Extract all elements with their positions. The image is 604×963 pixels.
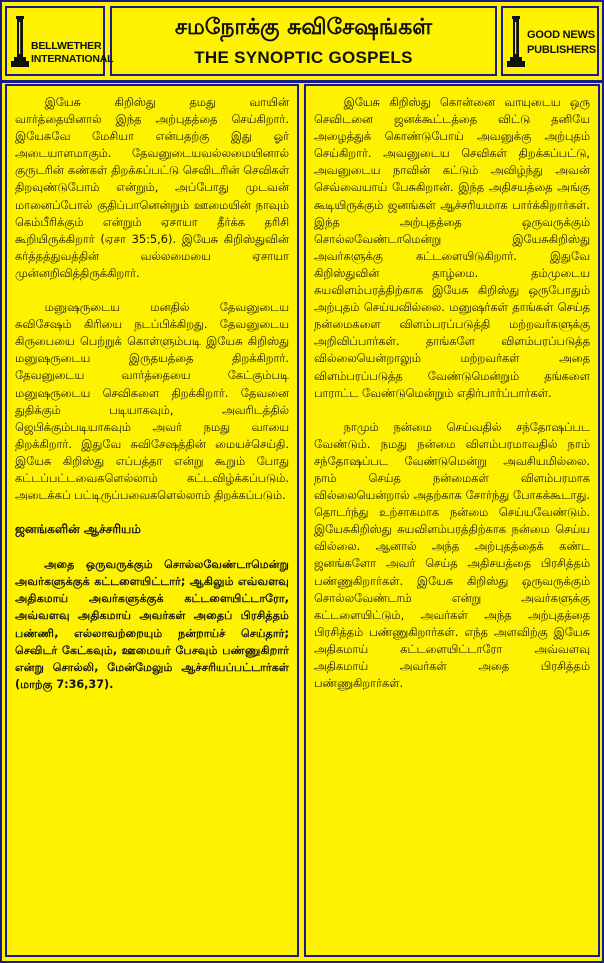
- right-column: [304, 84, 600, 957]
- pillar-icon: [507, 16, 525, 68]
- bellwether-logo: [5, 6, 114, 76]
- left-paragraph-2: மனுஷருடைய மனதில் தேவனுடைய சுவிசேஷம் கிரியை நடப்பிக்கிறது. தேவனுடைய கிருபையை பெற்றுக் கொள்ளும்படி இயேசு கிறிஸ்து மனுஷருடைய இருதயத்தை திறக்கிறார். தேவனுடைய வார்த்தையை கேட்கும்படி மனுஷருடைய செவிகளை திறக்கிறார். தேவனை துதிக்கும் படியாகவும், அவரிடத்தில் ஜெபிக்கும்படியாகவும் அவர் நமது வாயை திறக்கிறார். இதுவே சுவிசேஷத்தின் மையச்செய்தி. இயேசு கிறிஸ்து எப்பத்தா என்று கூறும் போது கட்டப்பட்டவைகளெல்லாம் கட்டவிழ்க்கப்படும். அடைக்கப் பட்டிருப்பவைகளெல்லாம் திறக்கப்படும்.: [15, 300, 289, 503]
- pillar-icon: [11, 16, 29, 68]
- right-paragraph-2: நாமும் நன்மை செய்வதில் சந்தோஷப்பட வேண்டும். நமது நன்மை விளம்பரமாவதில் நாம் சந்தோஷப்பட வேண்டுமென்று அவசியமில்லை. நாம் செய்த நன்மைகள் விளம்பரமாக வில்லையென்றால் அதற்காக சோர்ந்து போகக்கூடாது. தொடர்ந்து உற்சாகமாக நன்மை செய்யவேண்டும். இயேசுகிறிஸ்து சுயவிளம்பரத்திற்காக நன்மை செய்ய வில்லை. ஆனால் அந்த அற்புதத்தைக் கண்ட ஜனங்களோ அவர் செய்த அதிசயத்தை பிரசித்தம் பண்ணுகிறார்கள். இயேசு கிறிஸ்து ஒருவருக்கும் சொல்லவேண்டாம் என்று அவர்களுக்கு கட்டளையிட்டும், அவர்கள் அந்த அற்புதத்தை பிரசித்தம் பண்ணுகிறார்கள். எந்த அளவிற்கு இயேசு அதிகமாய் கட்டளையிட்டாரோ அவ்வளவு அதிகமாய் அவர்கள் அதை பிரசித்தம் பண்ணுகிறார்கள்.: [314, 419, 590, 691]
- title-english: THE SYNOPTIC GOSPELS: [194, 48, 413, 67]
- subheading: ஜனங்களின் ஆச்சரியம்: [15, 522, 141, 537]
- right-logo-line1: GOOD NEWS: [527, 29, 595, 41]
- left-column: [5, 84, 299, 957]
- left-logo-line2: INTERNATIONAL: [31, 53, 114, 65]
- title-box: [110, 6, 497, 76]
- good-news-logo: [501, 6, 599, 76]
- left-paragraph-1: இயேசு கிறிஸ்து தமது வாயின் வார்த்தையினால் இந்த அற்புதத்தை செய்கிறார். இயேசுவே மேசியா என்பதற்கு இது ஓர் அடையாளமாகும். தேவனுடையவல்லமையினால் குருடரின் கண்கள் திறக்கப்பட்டு செவிடரின் செவிகள் திறவுண்டுபோம் என்றும், அப்போது முடவன் மானைப்போல் குதிப்பானென்றும் ஊமையின் நாவும் கெம்பீரிக்கும் என்றும் ஏசாயா தீர்க்க தரிசி கூறியிருக்கிறார் (ஏசா 35:5,6). இயேசு கிறிஸ்துவின் கர்த்தத்துவத்தின் வல்லமையை ஏசாயா முன்னறிவித்திருக்கிறார்.: [15, 95, 289, 280]
- right-logo-line2: PUBLISHERS: [527, 44, 596, 56]
- scripture-quote: அதை ஒருவருக்கும் சொல்லவேண்டாமென்று அவர்களுக்குக் கட்டளையிட்டார்; ஆகிலும் எவ்வளவு அதிகமாய் அவர்களுக்குக் கட்டளையிட்டாரோ, அவ்வளவு அதிகமாய் அவர்கள் அதைப் பிரசித்தம் பண்ணி, எல்லாவற்றையும் நன்றாய்ச் செய்தார்; செவிடர் கேட்கவும், ஊமையர் பேசவும் பண்ணுகிறார் என்று சொல்லி, மேன்மேலும் ஆச்சரியப்பட்டார்கள் (மாற்கு 7:36,37).: [15, 558, 289, 691]
- title-tamil: சமநோக்கு சுவிசேஷங்கள்: [174, 15, 433, 40]
- right-paragraph-1: இயேசு கிறிஸ்து கொன்னை வாயுடைய ஒரு செவிடனை ஜனக்கூட்டத்தை விட்டு தனியே அழைத்துக் கொண்டுபோய் அவனுக்கு அற்புதம் செய்கிறார். அவனுடைய செவிகள் திறக்கப்பட்டு, அவனுடைய நாவின் கட்டும் அவிழ்ந்து அவன் செவ்வையாய் பேசுகிறான். இந்த அதிசயத்தை அங்கு கூடியிருக்கும் ஜனங்கள் ஆச்சரியமாக பார்க்கிறார்கள். இந்த அற்புதத்தை ஒருவருக்கும் சொல்லவேண்டாமென்று இயேசுகிறிஸ்து அவர்களுக்கு கட்டளையிடுகிறார். இதுவே கிறிஸ்துவின் தாழ்மை. தம்முடைய சுயவிளம்பரத்திற்காக இயேசு கிறிஸ்து ஒருபோதும் அற்புதம் செய்யவில்லை. மனுஷர்கள் தாங்கள் செய்த நன்மைகளை விளம்பரப்படுத்தி மற்றவர்களுக்கு அறிவிப்பார்கள். தாங்களே விளம்பரப்படுத்த வில்லையென்றாலும் மற்றவர்கள் அதை விளம்பரப்படுத்த வேண்டுமென்றும் தங்களை பாராட்ட வேண்டுமென்றும் எதிர்பார்ப்பார்கள்.: [314, 95, 590, 400]
- left-logo-line1: BELLWETHER: [31, 40, 102, 52]
- header: [2, 2, 602, 83]
